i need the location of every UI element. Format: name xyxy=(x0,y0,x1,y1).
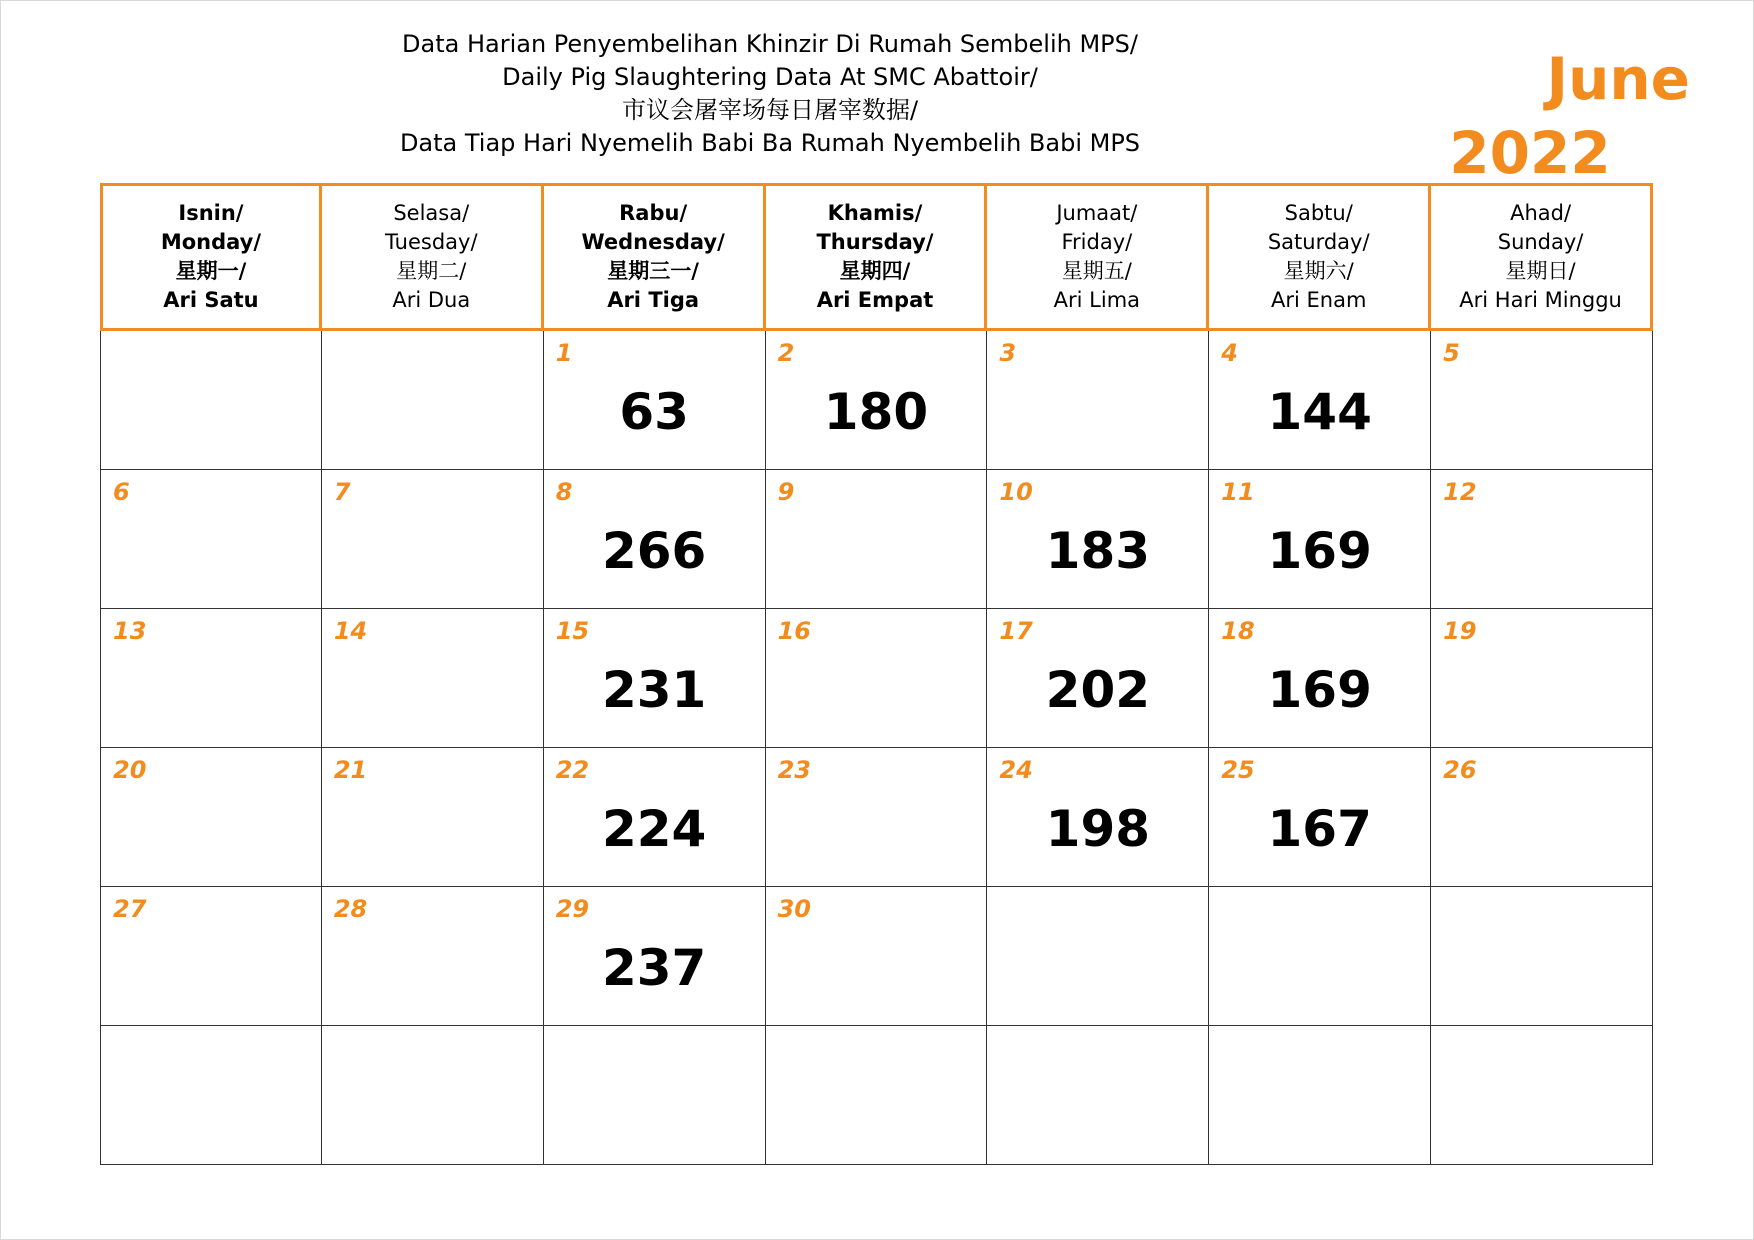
weekday-label-line: Ari Dua xyxy=(392,288,471,312)
slaughter-count: 198 xyxy=(1045,800,1151,858)
calendar-day-cell xyxy=(100,748,322,887)
weekday-label-line: Selasa/ xyxy=(393,201,470,225)
calendar-day-cell xyxy=(766,887,988,1026)
calendar-day-cell xyxy=(544,887,766,1026)
calendar-day-cell xyxy=(544,331,766,470)
weekday-header xyxy=(1431,183,1653,331)
calendar-day-cell xyxy=(322,1026,544,1165)
calendar-day-cell xyxy=(544,1026,766,1165)
day-number: 28 xyxy=(333,895,368,923)
calendar-day-cell xyxy=(1209,1026,1431,1165)
month-label: June xyxy=(1546,45,1690,113)
day-number: 24 xyxy=(999,756,1033,784)
day-number: 8 xyxy=(555,478,573,506)
calendar-day-cell xyxy=(544,470,766,609)
calendar-day-cell xyxy=(987,1026,1209,1165)
day-number: 6 xyxy=(113,478,130,506)
calendar-day-cell xyxy=(1431,470,1653,609)
slaughter-count: 144 xyxy=(1267,383,1372,441)
weekday-label-line: Ari Satu xyxy=(163,288,259,312)
calendar-day-cell xyxy=(322,470,544,609)
calendar-day-cell xyxy=(766,331,988,470)
calendar-day-cell xyxy=(766,748,988,887)
day-number: 29 xyxy=(555,895,590,923)
weekday-label-line: Ari Empat xyxy=(816,288,934,312)
calendar-day-cell xyxy=(1431,887,1653,1026)
day-number: 17 xyxy=(999,617,1033,645)
day-number: 12 xyxy=(1443,478,1477,506)
calendar-day-cell xyxy=(322,887,544,1026)
weekday-label-line: Friday/ xyxy=(1061,230,1133,254)
calendar-day-cell xyxy=(544,748,766,887)
weekday-label-line: Ari Tiga xyxy=(607,288,700,312)
calendar-day-cell xyxy=(322,331,544,470)
calendar-day-cell xyxy=(100,609,322,748)
title-line-english: Daily Pig Slaughtering Data At SMC Abattoir/ xyxy=(502,63,1038,91)
day-number: 10 xyxy=(999,478,1033,506)
year-label: 2022 xyxy=(1449,119,1611,187)
day-number: 14 xyxy=(333,617,368,645)
weekday-label-line: Saturday/ xyxy=(1267,230,1370,254)
weekday-label-line: 星期六/ xyxy=(1283,259,1354,283)
day-number: 30 xyxy=(777,895,811,923)
day-number: 25 xyxy=(1221,756,1255,784)
calendar-day-cell xyxy=(1209,609,1431,748)
day-number: 27 xyxy=(113,895,147,923)
day-number: 20 xyxy=(113,756,147,784)
weekday-label-line: 星期二/ xyxy=(396,259,467,283)
day-number: 7 xyxy=(333,478,351,506)
calendar-day-cell xyxy=(1209,470,1431,609)
calendar-day-cell xyxy=(100,1026,322,1165)
weekday-header xyxy=(322,183,544,331)
calendar-day-cell xyxy=(1209,887,1431,1026)
calendar-day-cell xyxy=(987,748,1209,887)
calendar-day-cell xyxy=(322,748,544,887)
weekday-label-line: Wednesday/ xyxy=(581,230,725,254)
calendar-day-cell xyxy=(100,887,322,1026)
weekday-label-line: Monday/ xyxy=(160,230,262,254)
slaughter-count: 169 xyxy=(1267,661,1372,719)
title-line-chinese: 市议会屠宰场每日屠宰数据/ xyxy=(621,96,919,124)
day-number: 13 xyxy=(113,617,147,645)
weekday-header xyxy=(544,183,766,331)
calendar-day-cell xyxy=(987,887,1209,1026)
weekday-label-line: Ari Lima xyxy=(1053,288,1141,312)
weekday-label-line: Rabu/ xyxy=(619,201,688,225)
slaughter-count: 183 xyxy=(1045,522,1151,580)
weekday-label-line: 星期三一/ xyxy=(607,259,699,283)
slaughter-count: 180 xyxy=(823,383,929,441)
slaughter-count: 169 xyxy=(1267,522,1372,580)
calendar-day-cell xyxy=(1431,748,1653,887)
calendar-day-cell xyxy=(100,331,322,470)
day-number: 26 xyxy=(1443,756,1477,784)
day-number: 18 xyxy=(1221,617,1255,645)
weekday-header xyxy=(987,183,1209,331)
weekday-label-line: Ari Hari Minggu xyxy=(1459,288,1622,312)
weekday-header xyxy=(1209,183,1431,331)
weekday-label-line: Khamis/ xyxy=(827,201,923,225)
calendar-day-cell xyxy=(987,470,1209,609)
day-number: 5 xyxy=(1443,339,1460,367)
weekday-label-line: Tuesday/ xyxy=(385,230,478,254)
calendar-day-cell xyxy=(544,609,766,748)
slaughter-count: 202 xyxy=(1045,661,1151,719)
calendar-grid xyxy=(100,183,1653,1165)
day-number: 23 xyxy=(777,756,811,784)
calendar-day-cell xyxy=(1431,609,1653,748)
weekday-label-line: Ari Enam xyxy=(1271,288,1367,312)
slaughter-count: 231 xyxy=(601,661,707,719)
day-number: 4 xyxy=(1221,339,1238,367)
calendar-day-cell xyxy=(987,609,1209,748)
weekday-label-line: 星期五/ xyxy=(1061,259,1132,283)
day-number: 2 xyxy=(777,339,795,367)
day-number: 3 xyxy=(999,339,1017,367)
day-number: 19 xyxy=(1443,617,1477,645)
calendar-day-cell xyxy=(1431,1026,1653,1165)
calendar-day-cell xyxy=(766,1026,988,1165)
document-title xyxy=(340,28,1200,160)
day-number: 11 xyxy=(1221,478,1255,506)
weekday-label-line: Thursday/ xyxy=(816,230,934,254)
day-number: 15 xyxy=(555,617,590,645)
title-line-malay: Data Harian Penyembelihan Khinzir Di Rumah Sembelih MPS/ xyxy=(402,30,1138,58)
calendar-day-cell xyxy=(766,470,988,609)
calendar-day-cell xyxy=(766,609,988,748)
weekday-label-line: 星期日/ xyxy=(1505,259,1576,283)
day-number: 16 xyxy=(777,617,811,645)
slaughter-count: 224 xyxy=(601,800,707,858)
weekday-header xyxy=(766,183,988,331)
slaughter-count: 167 xyxy=(1267,800,1372,858)
day-number: 22 xyxy=(555,756,590,784)
weekday-header xyxy=(100,183,322,331)
calendar-day-cell xyxy=(987,331,1209,470)
slaughter-count: 266 xyxy=(601,522,707,580)
calendar-day-cell xyxy=(1209,331,1431,470)
calendar-day-cell xyxy=(100,470,322,609)
calendar-day-cell xyxy=(1209,748,1431,887)
day-number: 9 xyxy=(777,478,795,506)
day-number: 21 xyxy=(333,756,368,784)
weekday-label-line: Isnin/ xyxy=(178,201,244,225)
slaughter-count: 237 xyxy=(601,939,707,997)
weekday-label-line: Sabtu/ xyxy=(1284,201,1353,225)
title-line-iban: Data Tiap Hari Nyemelih Babi Ba Rumah Nyembelih Babi MPS xyxy=(399,129,1141,157)
calendar-day-cell xyxy=(322,609,544,748)
day-number: 1 xyxy=(555,339,573,367)
calendar-day-cell xyxy=(1431,331,1653,470)
weekday-label-line: Ahad/ xyxy=(1510,201,1572,225)
weekday-label-line: 星期一/ xyxy=(175,259,247,283)
slaughter-count: 63 xyxy=(619,383,689,441)
weekday-label-line: Sunday/ xyxy=(1497,230,1584,254)
weekday-label-line: 星期四/ xyxy=(839,259,911,283)
weekday-label-line: Jumaat/ xyxy=(1056,201,1138,225)
